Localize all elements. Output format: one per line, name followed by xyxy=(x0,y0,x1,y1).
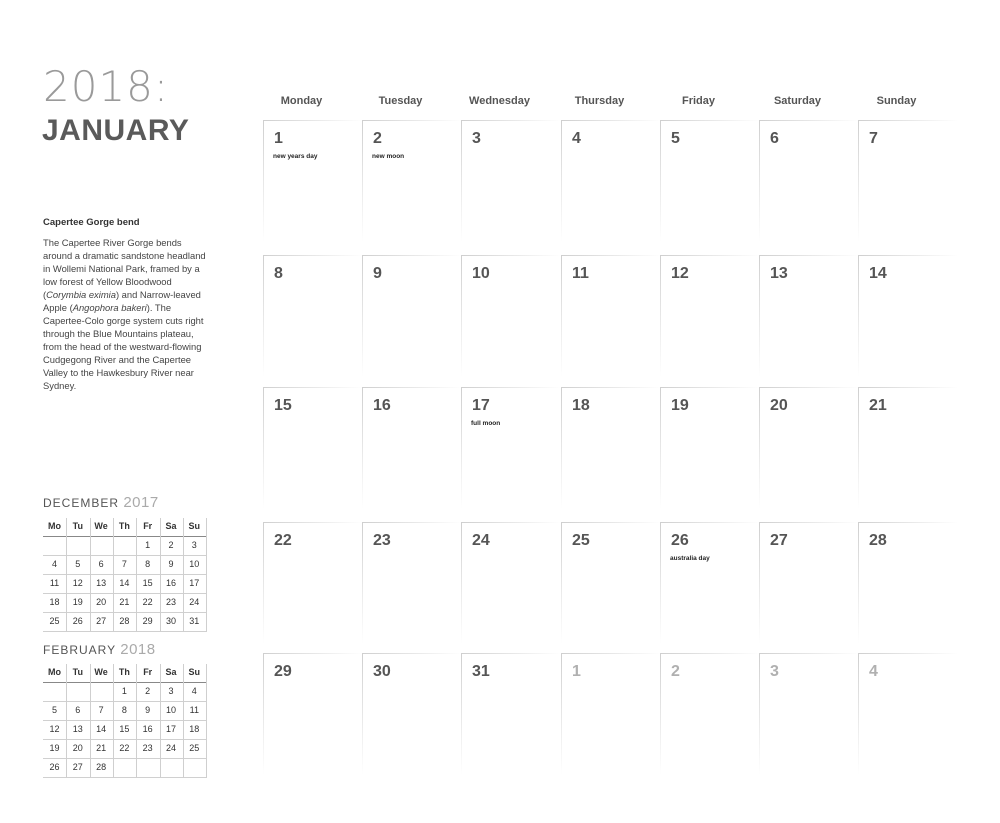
mini-day[interactable]: 13 xyxy=(96,578,107,588)
mini-day[interactable]: 15 xyxy=(142,578,153,588)
mini-day[interactable]: 16 xyxy=(142,724,153,734)
mini-week-row xyxy=(43,575,206,594)
day-number: 27 xyxy=(770,532,788,549)
day-number: 26 xyxy=(671,532,689,549)
mini-day[interactable]: 11 xyxy=(189,705,199,715)
mini-calendar-year: 2018 xyxy=(120,641,156,658)
day-cell[interactable] xyxy=(461,387,560,509)
day-cell[interactable] xyxy=(263,653,362,775)
day-note: australia day xyxy=(670,555,710,562)
day-number: 24 xyxy=(472,532,490,549)
mini-weekday: Su xyxy=(188,521,201,531)
day-cell[interactable] xyxy=(263,255,362,377)
day-number: 13 xyxy=(770,265,788,282)
mini-day[interactable]: 25 xyxy=(189,743,200,753)
day-number: 22 xyxy=(274,532,292,549)
day-note: new years day xyxy=(273,153,318,160)
day-cell[interactable] xyxy=(362,387,461,509)
mini-day[interactable]: 23 xyxy=(142,743,153,753)
mini-day[interactable]: 13 xyxy=(72,724,83,734)
caption-text: ) and Narrow-leaved Apple ( xyxy=(43,289,201,313)
day-number: 31 xyxy=(472,663,490,680)
mini-day[interactable]: 18 xyxy=(49,597,60,607)
day-cell[interactable] xyxy=(263,522,362,644)
day-number: 21 xyxy=(869,397,887,414)
weekday-monday: Monday xyxy=(280,95,323,107)
day-cell[interactable] xyxy=(362,120,461,242)
mini-day[interactable]: 9 xyxy=(168,559,174,569)
mini-day[interactable]: 14 xyxy=(96,724,107,734)
day-number: 11 xyxy=(572,265,589,282)
mini-grid-line xyxy=(206,518,207,632)
day-number: 2 xyxy=(671,663,680,680)
day-cell[interactable] xyxy=(263,387,362,509)
photo-caption-title: Capertee Gorge bend xyxy=(43,217,140,228)
day-number: 7 xyxy=(869,130,878,147)
mini-day[interactable]: 1 xyxy=(121,686,127,696)
mini-week-row xyxy=(43,740,206,759)
mini-weekday: We xyxy=(94,521,108,531)
mini-day[interactable]: 21 xyxy=(119,597,130,607)
mini-weekday: Tu xyxy=(72,667,83,677)
day-cell[interactable] xyxy=(263,120,362,242)
day-cell[interactable] xyxy=(362,522,461,644)
mini-weekday: Mo xyxy=(48,667,61,677)
day-number: 6 xyxy=(770,130,779,147)
day-number: 25 xyxy=(572,532,590,549)
day-cell[interactable] xyxy=(759,255,858,377)
mini-day[interactable]: 16 xyxy=(165,578,176,588)
mini-week-row xyxy=(43,702,206,721)
day-cell[interactable] xyxy=(858,522,957,644)
mini-calendar-title xyxy=(43,641,156,658)
day-cell[interactable] xyxy=(561,120,660,242)
day-cell[interactable] xyxy=(858,255,957,377)
mini-day[interactable]: 19 xyxy=(72,597,83,607)
mini-calendar-header xyxy=(43,664,206,683)
mini-calendar-month: DECEMBER xyxy=(43,496,124,510)
day-cell[interactable] xyxy=(561,522,660,644)
day-cell[interactable] xyxy=(858,387,957,509)
mini-day[interactable]: 17 xyxy=(165,724,176,734)
caption-species-name: Angophora bakeri xyxy=(72,302,147,313)
weekday-saturday: Saturday xyxy=(773,95,822,107)
day-cell[interactable] xyxy=(759,120,858,242)
day-number: 10 xyxy=(472,265,490,282)
day-number: 1 xyxy=(572,663,581,680)
mini-day[interactable]: 10 xyxy=(189,559,200,569)
mini-weekday: We xyxy=(94,667,108,677)
mini-day[interactable]: 25 xyxy=(49,616,60,626)
mini-day[interactable]: 2 xyxy=(145,686,151,696)
day-note: new moon xyxy=(372,153,405,160)
day-note: full moon xyxy=(471,420,501,427)
mini-day[interactable]: 14 xyxy=(119,578,130,588)
day-number: 20 xyxy=(770,397,788,414)
mini-week-row xyxy=(43,759,206,778)
mini-weekday: Th xyxy=(118,667,130,677)
mini-grid-line xyxy=(136,518,137,632)
day-cell[interactable] xyxy=(561,653,660,775)
day-cell[interactable] xyxy=(858,120,957,242)
day-cell[interactable] xyxy=(461,255,560,377)
day-number: 14 xyxy=(869,265,887,282)
mini-day[interactable]: 10 xyxy=(165,705,176,715)
day-number: 12 xyxy=(671,265,689,282)
mini-day[interactable]: 29 xyxy=(142,616,153,626)
mini-week-row xyxy=(43,594,206,613)
mini-day[interactable]: 6 xyxy=(98,559,104,569)
mini-week-row xyxy=(43,721,206,740)
day-number: 2 xyxy=(373,130,382,147)
year-title: 2018: xyxy=(43,62,170,111)
day-cell[interactable] xyxy=(561,387,660,509)
mini-day[interactable]: 2 xyxy=(168,540,174,550)
mini-day[interactable]: 31 xyxy=(189,616,200,626)
day-number: 3 xyxy=(472,130,481,147)
weekday-tuesday: Tuesday xyxy=(378,95,423,107)
mini-day[interactable]: 26 xyxy=(49,762,60,772)
mini-day[interactable]: 5 xyxy=(51,705,57,715)
mini-week-row xyxy=(43,537,206,556)
mini-week-row xyxy=(43,556,206,575)
mini-calendar-month: FEBRUARY xyxy=(43,643,121,657)
mini-day[interactable]: 24 xyxy=(189,597,200,607)
day-number: 23 xyxy=(373,532,391,549)
day-cell[interactable] xyxy=(759,387,858,509)
day-cell[interactable] xyxy=(461,522,560,644)
day-cell[interactable] xyxy=(660,653,759,775)
day-cell[interactable] xyxy=(561,255,660,377)
day-number: 30 xyxy=(373,663,391,680)
day-number: 15 xyxy=(274,397,292,414)
mini-grid-line xyxy=(113,518,114,632)
day-cell[interactable] xyxy=(858,653,957,775)
mini-day[interactable]: 11 xyxy=(49,578,60,588)
day-cell[interactable] xyxy=(660,522,759,644)
mini-day[interactable]: 21 xyxy=(96,743,107,753)
day-number: 17 xyxy=(472,397,490,414)
mini-week-row xyxy=(43,683,206,702)
mini-day[interactable]: 19 xyxy=(49,743,60,753)
weekday-wednesday: Wednesday xyxy=(469,95,530,107)
mini-day[interactable]: 28 xyxy=(119,616,130,626)
mini-day[interactable]: 22 xyxy=(119,743,130,753)
mini-grid-line xyxy=(206,664,207,778)
mini-day[interactable]: 8 xyxy=(145,559,151,569)
mini-day[interactable]: 9 xyxy=(145,705,151,715)
mini-day[interactable]: 24 xyxy=(165,743,176,753)
photo-caption-body xyxy=(43,236,208,392)
mini-weekday: Su xyxy=(188,667,201,677)
mini-day[interactable]: 20 xyxy=(96,597,107,607)
day-number: 4 xyxy=(869,663,878,680)
mini-day[interactable]: 4 xyxy=(51,559,57,569)
mini-week-row xyxy=(43,613,206,632)
mini-day[interactable]: 1 xyxy=(145,540,151,550)
day-cell[interactable] xyxy=(660,120,759,242)
day-number: 18 xyxy=(572,397,590,414)
mini-day[interactable]: 27 xyxy=(96,616,107,626)
day-number: 5 xyxy=(671,130,680,147)
mini-weekday: Th xyxy=(118,521,130,531)
month-title: JANUARY xyxy=(42,114,190,147)
mini-day[interactable]: 18 xyxy=(189,724,200,734)
mini-day[interactable]: 4 xyxy=(191,686,197,696)
mini-weekday: Sa xyxy=(165,667,177,677)
day-cell[interactable] xyxy=(461,653,560,775)
mini-day[interactable]: 7 xyxy=(121,559,127,569)
mini-calendar-header xyxy=(43,518,206,537)
mini-grid-line xyxy=(183,664,184,778)
mini-grid-line xyxy=(66,664,67,778)
mini-grid-line xyxy=(66,518,67,632)
mini-weekday: Tu xyxy=(72,521,83,531)
mini-calendar-year: 2017 xyxy=(123,494,159,511)
mini-day[interactable]: 30 xyxy=(165,616,176,626)
day-number: 19 xyxy=(671,397,689,414)
mini-day[interactable]: 28 xyxy=(96,762,107,772)
day-cell[interactable] xyxy=(362,653,461,775)
mini-day[interactable]: 3 xyxy=(168,686,174,696)
day-cell[interactable] xyxy=(362,255,461,377)
day-cell[interactable] xyxy=(660,255,759,377)
mini-day[interactable]: 12 xyxy=(72,578,83,588)
day-number: 16 xyxy=(373,397,391,414)
mini-grid-line xyxy=(160,518,161,632)
mini-weekday: Fr xyxy=(143,521,153,531)
day-number: 29 xyxy=(274,663,292,680)
mini-day[interactable]: 6 xyxy=(75,705,81,715)
caption-text: ). The Capertee-Colo gorge system cuts right through the Blue Mountains plateau, from the head of the westward-flowing Cudgegong River and the Capertee Valley to the Hawkesbury River near Sydney. xyxy=(43,302,204,391)
mini-day[interactable]: 22 xyxy=(142,597,153,607)
day-cell[interactable] xyxy=(759,522,858,644)
day-number: 8 xyxy=(274,265,283,282)
day-number: 4 xyxy=(572,130,581,147)
day-cell[interactable] xyxy=(759,653,858,775)
weekday-sunday: Sunday xyxy=(876,95,917,107)
mini-calendar xyxy=(43,518,206,632)
mini-grid-line xyxy=(160,664,161,778)
mini-day[interactable]: 26 xyxy=(72,616,83,626)
mini-weekday: Mo xyxy=(48,521,61,531)
mini-grid-line xyxy=(136,664,137,778)
weekday-friday: Friday xyxy=(681,95,715,107)
mini-day[interactable]: 20 xyxy=(72,743,83,753)
day-number: 9 xyxy=(373,265,382,282)
mini-calendar-title xyxy=(43,494,159,511)
mini-day[interactable]: 8 xyxy=(121,705,127,715)
mini-grid-line xyxy=(183,518,184,632)
weekday-thursday: Thursday xyxy=(574,95,625,107)
mini-day[interactable]: 12 xyxy=(49,724,60,734)
mini-grid-line xyxy=(90,664,91,778)
mini-day[interactable]: 23 xyxy=(165,597,176,607)
mini-day[interactable]: 3 xyxy=(191,540,197,550)
day-cell[interactable] xyxy=(461,120,560,242)
mini-day[interactable]: 5 xyxy=(75,559,81,569)
mini-weekday: Fr xyxy=(143,667,153,677)
caption-species-name: Corymbia eximia xyxy=(46,289,116,300)
mini-calendar xyxy=(43,664,206,778)
mini-day[interactable]: 17 xyxy=(189,578,200,588)
day-number: 3 xyxy=(770,663,779,680)
caption-text: The Capertee River Gorge bends around a dramatic sandstone headland in Wollemi National Park, framed by a low forest of Yellow Bloodwood ( xyxy=(43,237,206,300)
day-number: 1 xyxy=(274,130,283,147)
mini-day[interactable]: 7 xyxy=(98,705,104,715)
mini-weekday: Sa xyxy=(165,521,177,531)
day-cell[interactable] xyxy=(660,387,759,509)
mini-grid-line xyxy=(113,664,114,778)
mini-grid-line xyxy=(90,518,91,632)
mini-day[interactable]: 27 xyxy=(72,762,83,772)
mini-day[interactable]: 15 xyxy=(119,724,130,734)
day-number: 28 xyxy=(869,532,887,549)
